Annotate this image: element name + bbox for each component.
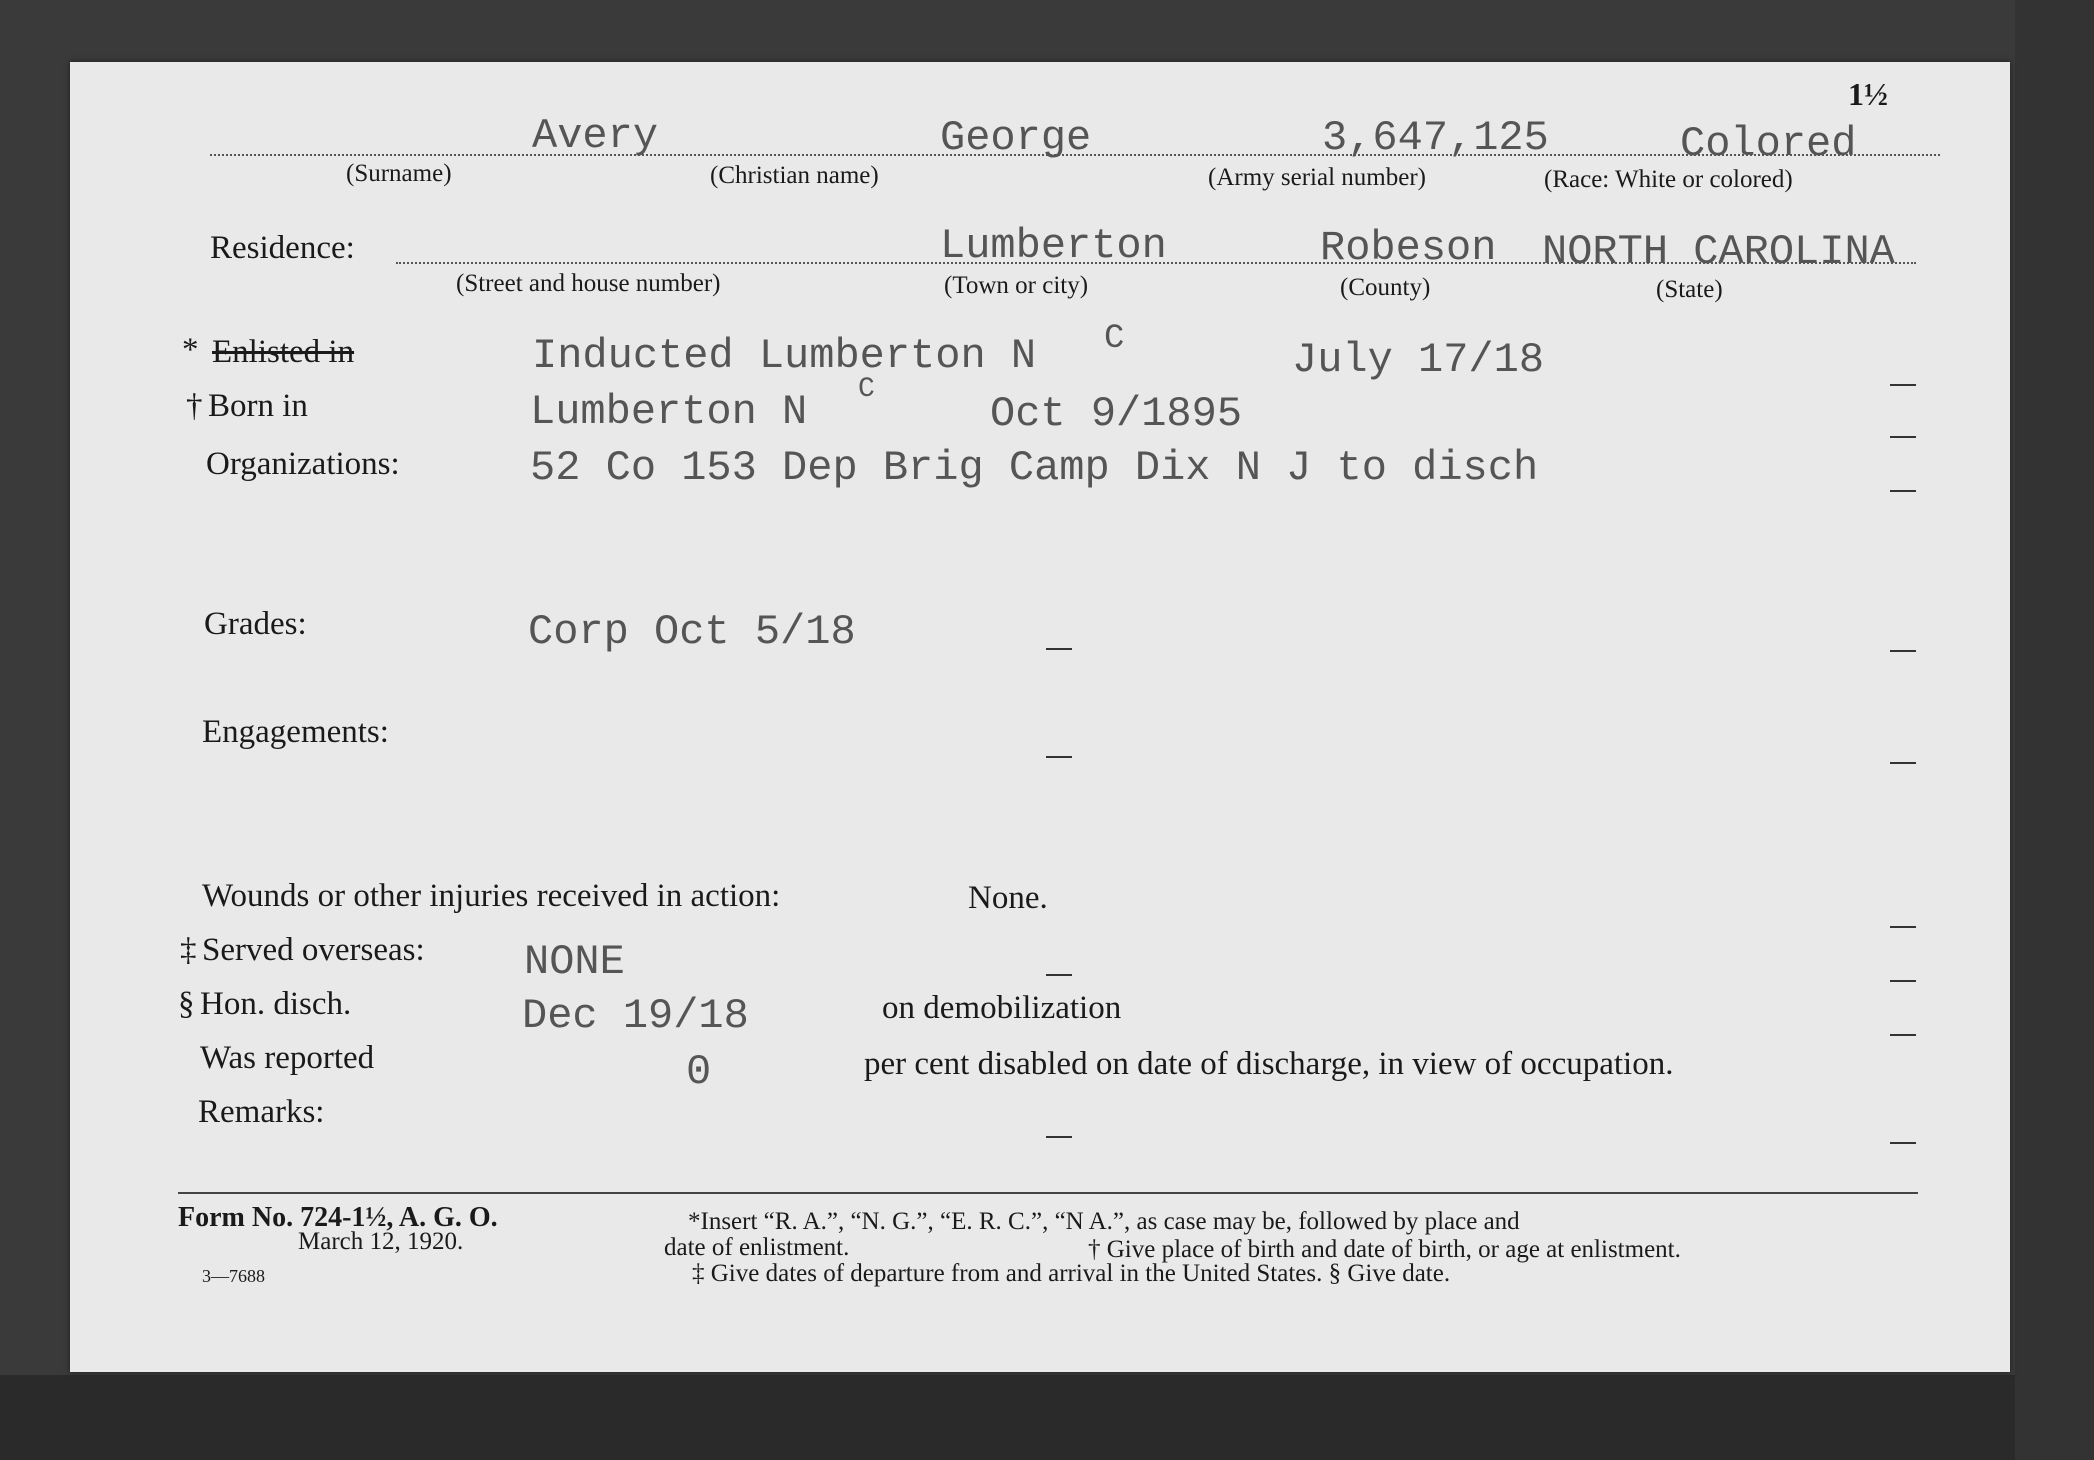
record-card <box>70 62 2010 1372</box>
engagements-label: Engagements: <box>202 714 389 750</box>
engagements-dash <box>1890 762 1916 764</box>
enlisted-label: Enlisted in <box>212 334 355 370</box>
background-bottom <box>0 1375 2094 1460</box>
overseas-dash <box>1890 980 1916 982</box>
surname-value: Avery <box>532 112 659 160</box>
wounds-label: Wounds or other injuries received in action: <box>202 878 781 914</box>
discharge-mark: § <box>178 986 195 1022</box>
serial-caption: (Army serial number) <box>1208 164 1426 191</box>
enlisted-value-sup: C <box>1104 320 1125 358</box>
reported-label: Was reported <box>200 1040 375 1076</box>
organizations-dash <box>1890 490 1916 492</box>
residence-state: NORTH CAROLINA <box>1542 228 1895 276</box>
reported-value: 0 <box>686 1048 712 1096</box>
footnote-line2a: date of enlistment. <box>664 1234 850 1261</box>
discharge-dash <box>1890 1034 1916 1036</box>
grades-value: Corp Oct 5/18 <box>528 608 856 656</box>
remarks-dash <box>1890 1142 1916 1144</box>
grades-dash <box>1890 650 1916 652</box>
overseas-value: NONE <box>524 938 625 986</box>
form-code: 3—7688 <box>202 1266 265 1286</box>
grades-label: Grades: <box>204 606 307 642</box>
serial-number-value: 3,647,125 <box>1322 114 1549 162</box>
organizations-value: 52 Co 153 Dep Brig Camp Dix N J to disch <box>530 444 1539 492</box>
form-number: Form No. 724-1½, A. G. O. <box>178 1202 498 1233</box>
reported-note: per cent disabled on date of discharge, in view of occupation. <box>864 1046 1674 1082</box>
born-dash <box>1890 436 1916 438</box>
surname-caption: (Surname) <box>346 160 452 187</box>
born-date: Oct 9/1895 <box>990 390 1243 438</box>
remarks-dash-mid <box>1046 1136 1072 1138</box>
discharge-label: Hon. disch. <box>200 986 352 1022</box>
grades-dash-mid <box>1046 648 1072 650</box>
remarks-label: Remarks: <box>198 1094 325 1130</box>
born-value: Lumberton N <box>530 388 808 436</box>
card-number: 1½ <box>1848 76 1888 112</box>
race-value: Colored <box>1680 120 1857 168</box>
footnote-line3: ‡ Give dates of departure from and arrival in the United States. § Give date. <box>692 1260 1451 1287</box>
footnote-line2b: † Give place of birth and date of birth, or age at enlistment. <box>1088 1236 1681 1263</box>
born-mark: † <box>186 388 203 424</box>
organizations-label: Organizations: <box>206 446 400 482</box>
born-label: Born in <box>208 388 308 424</box>
footer-rule <box>178 1192 1918 1194</box>
residence-county: Robeson <box>1320 224 1497 272</box>
street-caption: (Street and house number) <box>456 270 721 297</box>
enlisted-date: July 17/18 <box>1292 336 1545 384</box>
christian-name-value: George <box>940 114 1092 162</box>
race-caption: (Race: White or colored) <box>1544 166 1793 193</box>
residence-label: Residence: <box>210 230 355 266</box>
discharge-note: on demobilization <box>882 990 1122 1026</box>
engagements-dash-mid <box>1046 756 1072 758</box>
born-value-sup: C <box>858 374 875 405</box>
background-right <box>2015 0 2094 1460</box>
wounds-dash <box>1890 926 1916 928</box>
form-date: March 12, 1920. <box>298 1228 464 1255</box>
wounds-value: None. <box>968 880 1048 916</box>
residence-town: Lumberton <box>940 222 1167 270</box>
overseas-dash-mid <box>1046 974 1072 976</box>
overseas-mark: ‡ <box>180 932 197 968</box>
discharge-value: Dec 19/18 <box>522 992 749 1040</box>
christian-name-caption: (Christian name) <box>710 162 879 189</box>
enlisted-mark: * <box>182 332 199 368</box>
enlisted-value: Inducted Lumberton N <box>532 332 1037 380</box>
state-caption: (State) <box>1656 276 1723 303</box>
town-caption: (Town or city) <box>944 272 1089 299</box>
county-caption: (County) <box>1340 274 1431 301</box>
enlisted-dash <box>1890 384 1916 386</box>
footnote-line1: *Insert “R. A.”, “N. G.”, “E. R. C.”, “N A.”, as case may be, followed by place and <box>688 1208 1520 1235</box>
overseas-label: Served overseas: <box>202 932 425 968</box>
